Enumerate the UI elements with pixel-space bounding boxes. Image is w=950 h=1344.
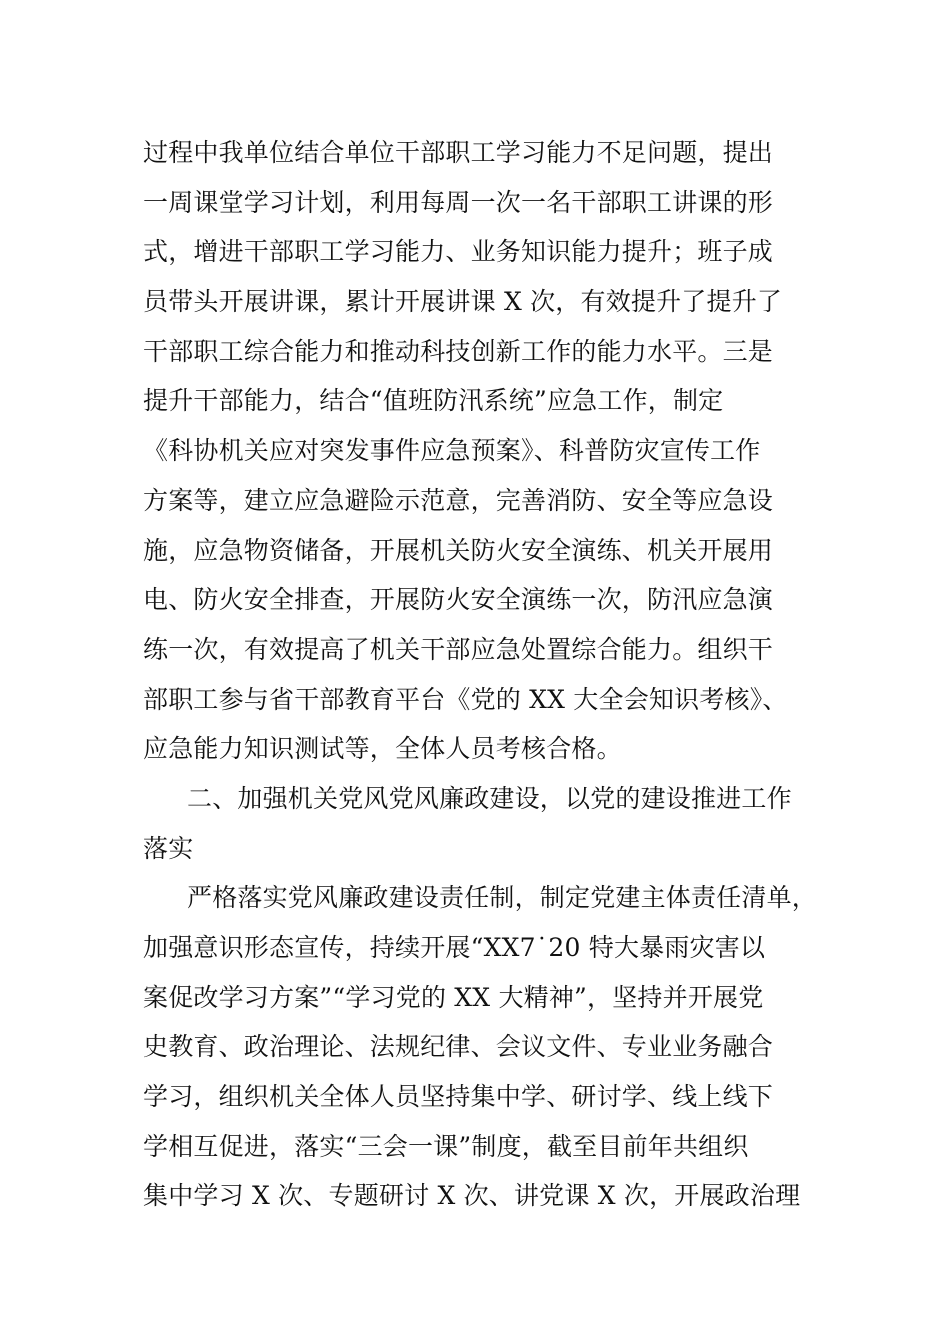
paragraph-start-line: 严格落实党风廉政建设责任制，制定党建主体责任清单，	[187, 883, 818, 913]
text-line: 学相互促进，落实“三会一课”制度，截至目前年共组织	[143, 1131, 749, 1161]
text-line: 落实	[143, 833, 194, 863]
document-body	[143, 128, 823, 1221]
text-line: 应急能力知识测试等，全体人员考核合格。	[143, 734, 622, 764]
text-line: 方案等，建立应急避险示范意，完善消防、安全等应急设	[143, 485, 774, 515]
text-line: 员带头开展讲课，累计开展讲课 X 次，有效提升了提升了	[143, 287, 783, 317]
text-line: 提升干部能力，结合“值班防汛系统”应急工作，制定	[143, 386, 724, 416]
text-line: 一周课堂学习计划，利用每周一次一名干部职工讲课的形	[143, 187, 774, 217]
text-line: 集中学习 X 次、专题研讨 X 次、讲党课 X 次，开展政治理	[143, 1181, 801, 1211]
text-line: 过程中我单位结合单位干部职工学习能力不足问题，提出	[143, 138, 774, 167]
text-line: 电、防火安全排查，开展防火安全演练一次，防汛应急演	[143, 585, 774, 615]
text-line: 干部职工综合能力和推动科技创新工作的能力水平。三是	[143, 336, 774, 366]
text-line: 练一次，有效提高了机关干部应急处置综合能力。组织干	[143, 634, 774, 664]
text-line: 史教育、政治理论、法规纪律、会议文件、专业业务融合	[143, 1032, 774, 1062]
text-line: 学习，组织机关全体人员坚持集中学、研讨学、线上线下	[143, 1082, 774, 1112]
text-line: 式，增进干部职工学习能力、业务知识能力提升；班子成	[143, 237, 774, 267]
text-line: 案促改学习方案”“学习党的 XX 大精神”，坚持并开展党	[143, 982, 764, 1012]
text-line: 加强意识形态宣传，持续开展“XX7˙20 特大暴雨灾害以	[143, 933, 766, 962]
text-line: 施，应急物资储备，开展机关防火安全演练、机关开展用	[143, 535, 774, 565]
text-line: 《科协机关应对突发事件应急预案》、科普防灾宣传工作	[143, 436, 761, 466]
text-line: 部职工参与省干部教育平台《党的 XX 大全会知识考核》、	[143, 684, 788, 714]
paragraph-start-line: 二、加强机关党风党风廉政建设，以党的建设推进工作	[187, 783, 792, 813]
